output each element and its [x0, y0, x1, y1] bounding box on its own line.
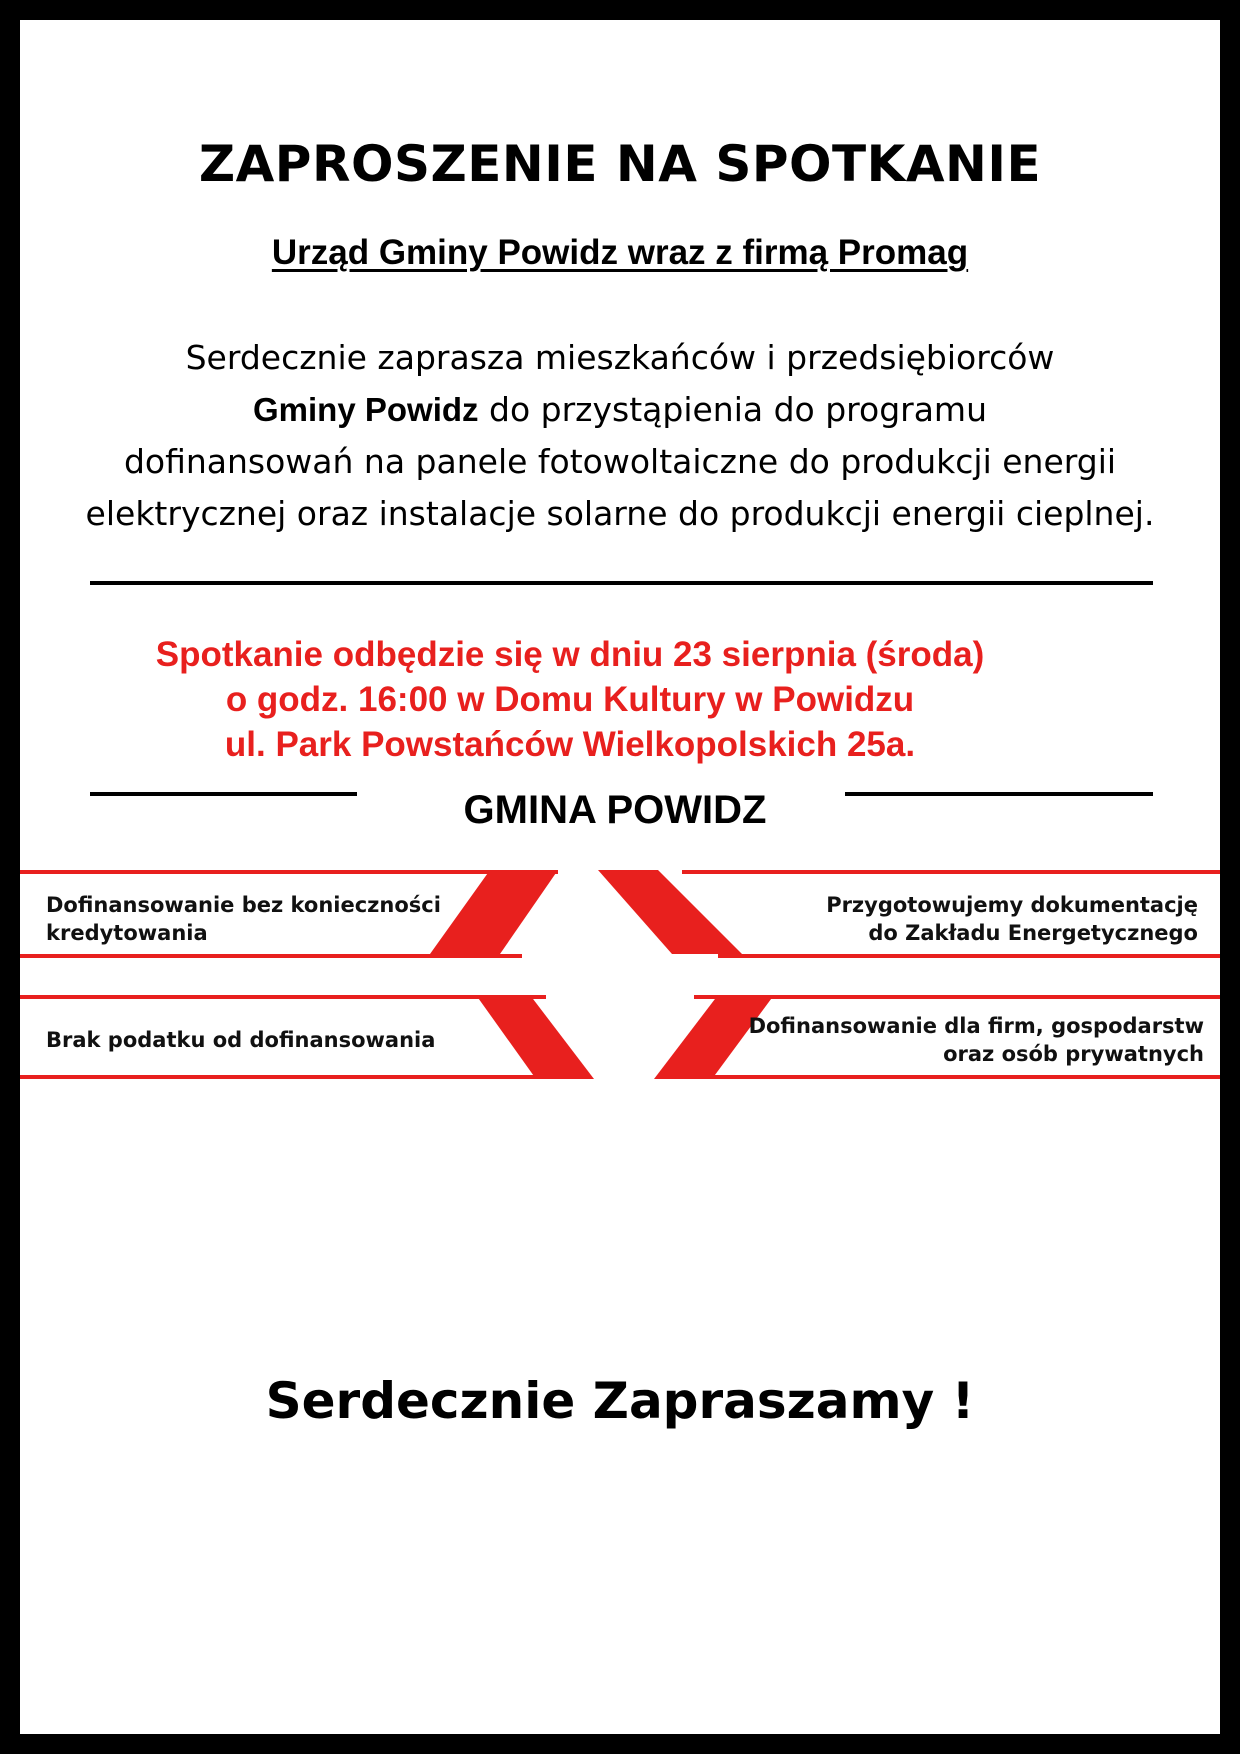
feature-bottom-left-line-1: Brak podatku od dofinansowania [46, 1028, 436, 1052]
gmina-rule-left [90, 792, 357, 796]
feature-bottom-right [749, 1012, 1204, 1068]
meeting-line-1: Spotkanie odbędzie się w dniu 23 sierpnia (środa) [155, 635, 985, 674]
feature-bottom-right-line-1: Dofinansowanie dla firm, gospodarstw [748, 1014, 1204, 1038]
subtitle [20, 233, 1220, 273]
intro-line-1: Serdecznie zaprasza mieszkańców i przedsiębiorców [185, 338, 1055, 377]
gmina-heading: GMINA POWIDZ [463, 788, 767, 832]
feature-bottom-left [46, 1026, 435, 1054]
intro-line-3: dofinansowań na panele fotowoltaiczne do produkcji energii [123, 442, 1117, 481]
meeting-details [120, 632, 1020, 767]
intro-line-4: elektrycznej oraz instalacje solarne do produkcji energii cieplnej. [85, 494, 1155, 533]
feature-top-left-line-2: kredytowania [46, 921, 208, 945]
intro-line-2-bold: Gminy Powidz [253, 391, 479, 428]
page-title: ZAPROSZENIE NA SPOTKANIE [198, 135, 1042, 193]
meeting-line-3: ul. Park Powstańców Wielkopolskich 25a. [224, 725, 916, 764]
feature-top-left-line-1: Dofinansowanie bez konieczności [46, 893, 441, 917]
gmina-rule-right [845, 792, 1153, 796]
intro-line-2 [20, 384, 1220, 436]
intro-line-2-rest: do przystąpienia do programu [478, 390, 987, 429]
invitation-page [20, 20, 1220, 1734]
banner-chevron-top-right [598, 870, 742, 954]
banner-chevron-top-left [430, 870, 558, 954]
divider-line [90, 581, 1153, 585]
intro-paragraph [20, 332, 1220, 540]
banner-chevron-bottom-left [476, 995, 594, 1079]
closing-text: Serdecznie Zapraszamy ! [265, 1372, 975, 1430]
feature-top-right-line-1: Przygotowujemy dokumentację [826, 893, 1198, 917]
feature-top-right-line-2: do Zakładu Energetycznego [868, 921, 1198, 945]
feature-top-right [826, 891, 1198, 947]
meeting-line-2: o godz. 16:00 w Domu Kultury w Powidzu [225, 680, 915, 719]
subtitle-text: Urząd Gminy Powidz wraz z firmą Promag [271, 233, 969, 272]
feature-top-left [46, 891, 441, 947]
feature-bottom-right-line-2: oraz osób prywatnych [943, 1042, 1204, 1066]
